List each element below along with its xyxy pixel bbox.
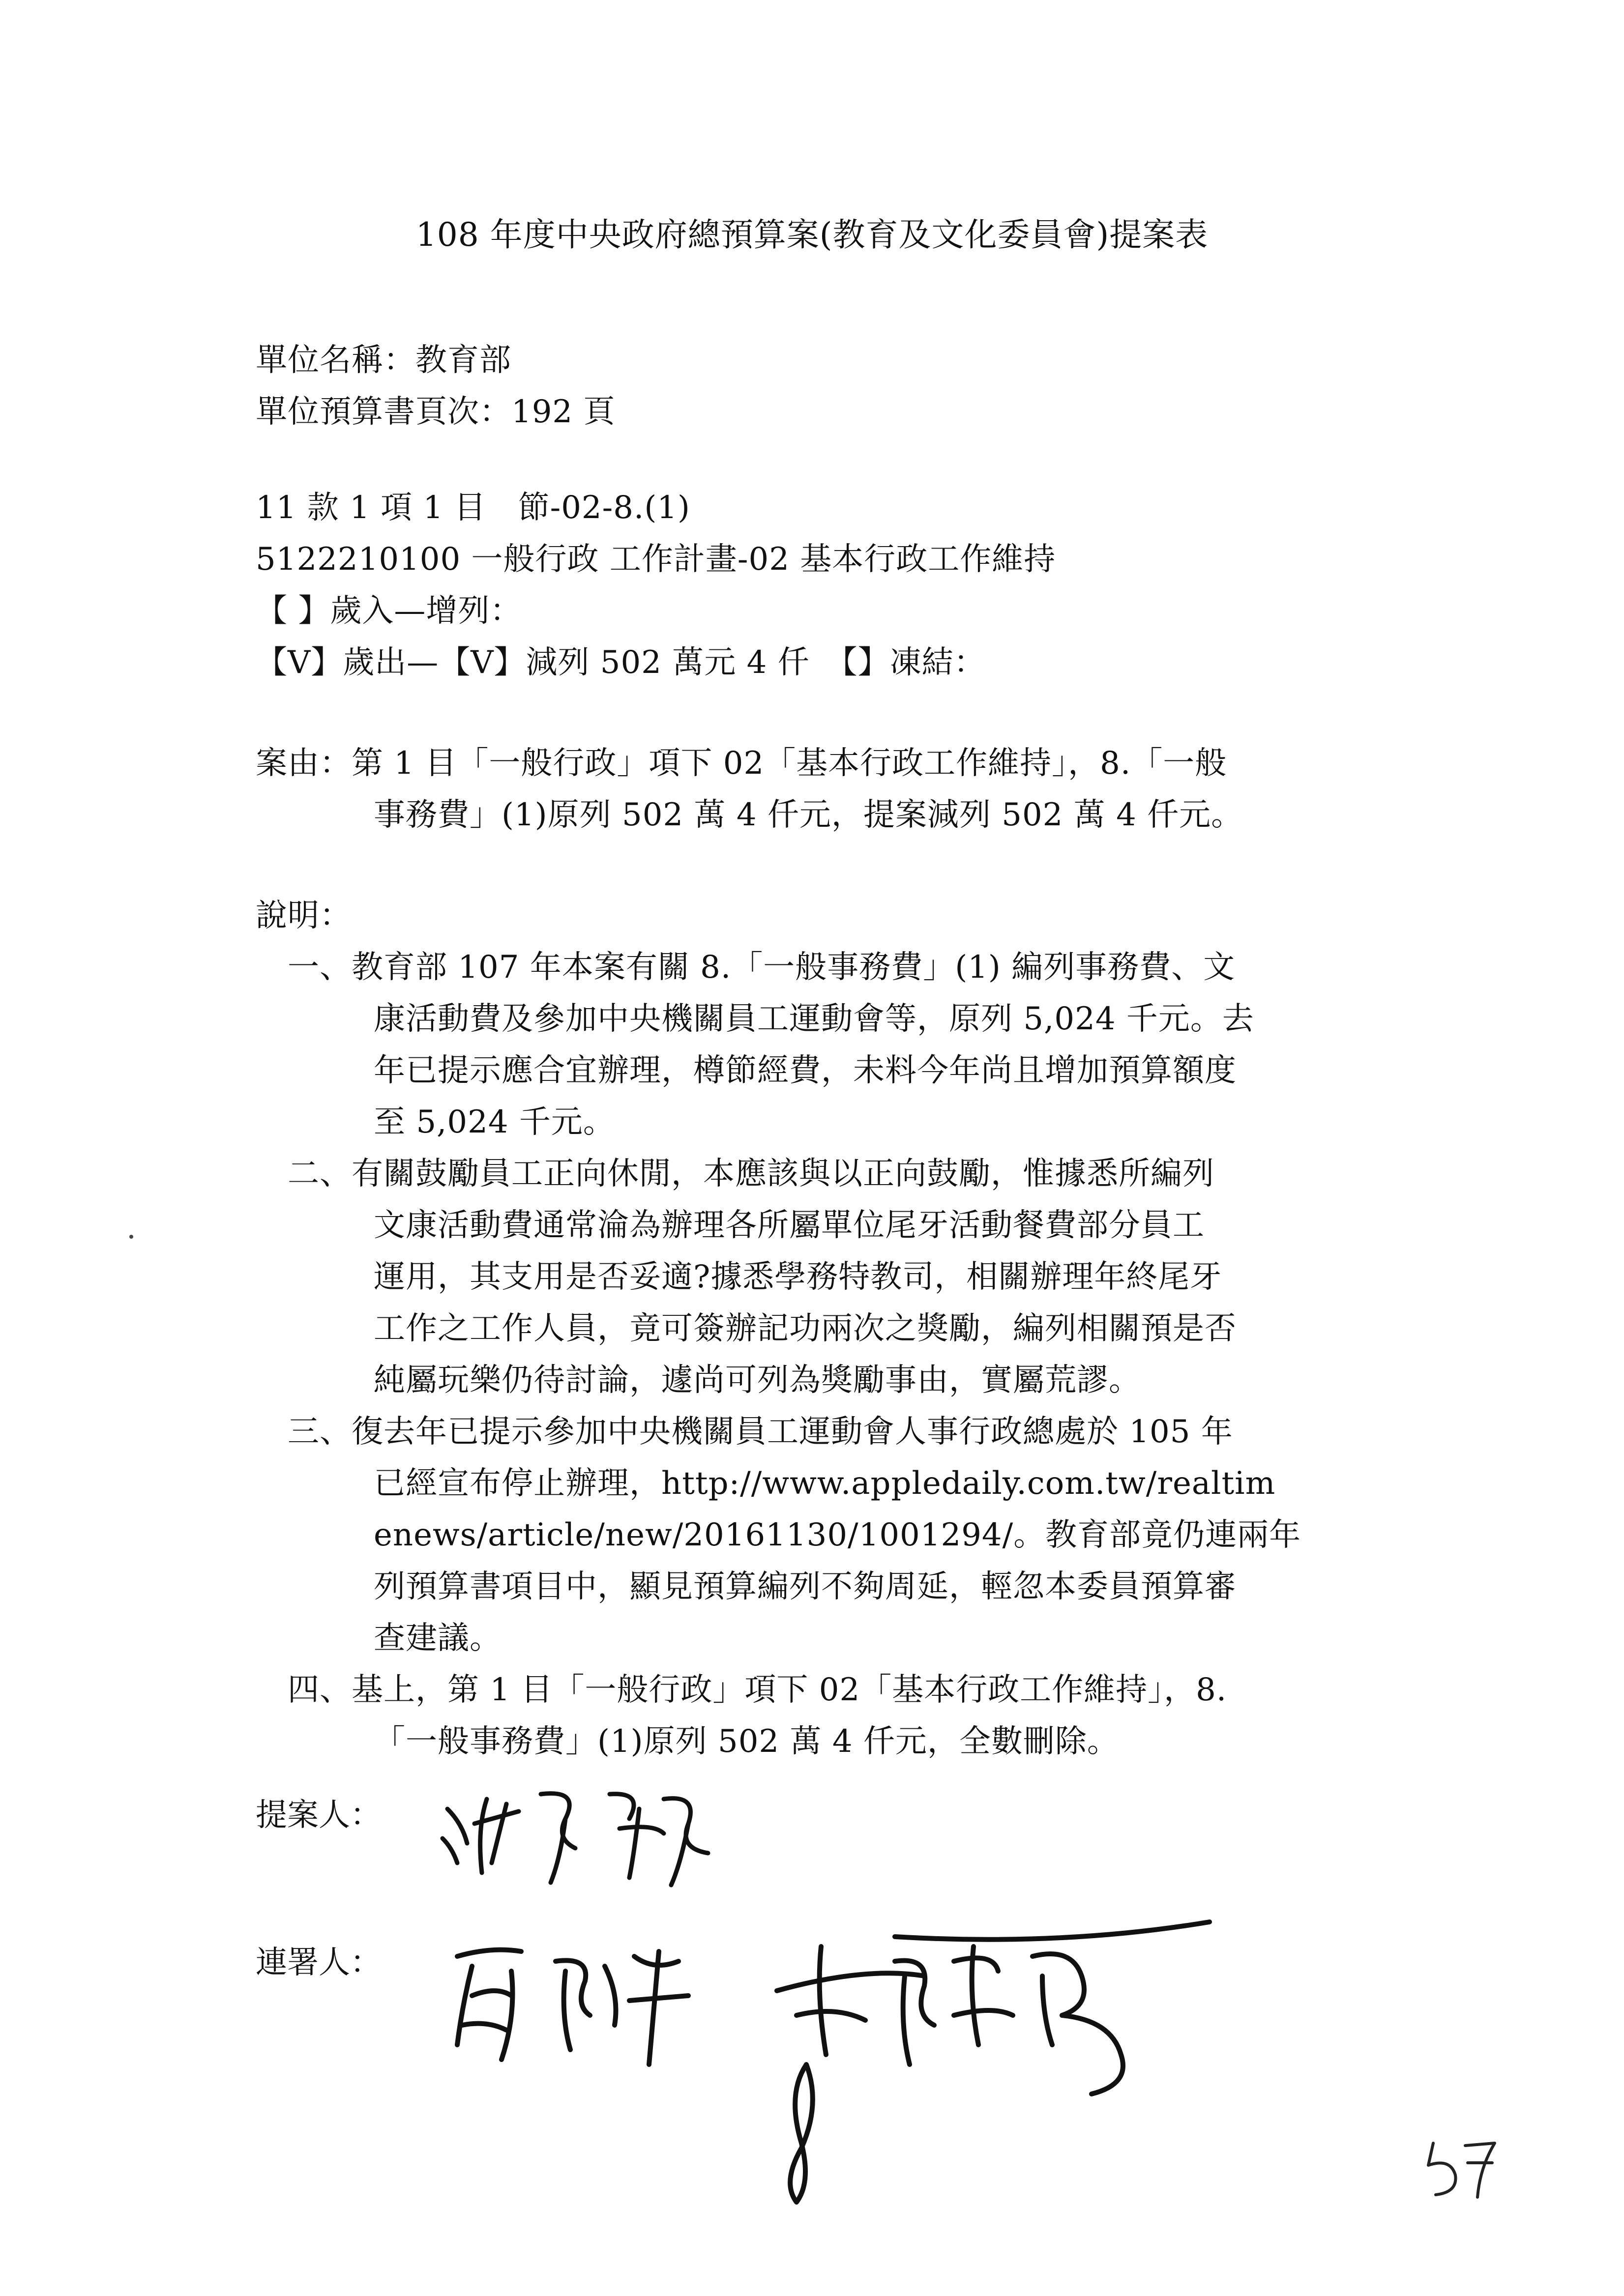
explanation-item-2-line-2: 文康活動費通常淪為辦理各所屬單位尾牙活動餐費部分員工 — [374, 1207, 1205, 1244]
explanation-item-1-line-4: 至 5,024 千元。 — [374, 1104, 615, 1140]
budget-page: 單位預算書頁次：192 頁 — [256, 394, 616, 430]
plan-line: 5122210100 一般行政 工作計畫-02 基本行政工作維持 — [256, 541, 1056, 578]
explanation-item-3-line-2: 已經宣布停止辦理，http://www.appledaily.com.tw/realtim — [374, 1465, 1276, 1502]
revenue-line: 【 】歲入—增列： — [256, 593, 522, 629]
explanation-item-4-line-2: 「一般事務費」(1)原列 502 萬 4 仟元，全數刪除。 — [374, 1723, 1119, 1760]
reason-line-2: 事務費」(1)原列 502 萬 4 仟元，提案減列 502 萬 4 仟元。 — [374, 797, 1243, 833]
explanation-item-3-line-1: 三、復去年已提示參加中央機關員工運動會人事行政總處於 105 年 — [288, 1414, 1233, 1450]
scan-speck — [129, 1235, 133, 1239]
cosigner-signature-2 — [767, 1917, 1239, 2212]
explanation-item-1-line-1: 一、教育部 107 年本案有關 8.「一般事務費」(1) 編列事務費、文 — [288, 949, 1236, 986]
proposer-signature — [433, 1765, 738, 1892]
explanation-item-1-line-3: 年已提示應合宜辦理，樽節經費，未料今年尚且增加預算額度 — [374, 1052, 1237, 1089]
explanation-label: 說明： — [256, 898, 352, 934]
explanation-item-3-line-4: 列預算書項目中，顯見預算編列不夠周延，輕忽本委員預算審 — [374, 1569, 1237, 1605]
explanation-item-1-line-2: 康活動費及參加中央機關員工運動會等，原列 5,024 千元。去 — [374, 1001, 1254, 1037]
explanation-item-2-line-1: 二、有關鼓勵員工正向休閒，本應該與以正向鼓勵，惟據悉所編列 — [288, 1156, 1214, 1192]
document-title: 108 年度中央政府總預算案(教育及文化委員會)提案表 — [415, 216, 1209, 254]
proposer-label: 提案人： — [256, 1797, 382, 1833]
reason-line-1: 案由：第 1 目「一般行政」項下 02「基本行政工作維持」，8.「一般 — [256, 745, 1227, 782]
cosigner-signature-1 — [443, 1927, 738, 2074]
section-code: 11 款 1 項 1 目 節-02-8.(1) — [256, 490, 690, 526]
cosigner-label: 連署人： — [256, 1945, 382, 1981]
explanation-item-2-line-5: 純屬玩樂仍待討論，遽尚可列為獎勵事由，實屬荒謬。 — [374, 1362, 1141, 1398]
explanation-item-3-line-3: enews/article/new/20161130/1001294/。教育部竟仍連兩年 — [374, 1517, 1301, 1553]
unit-name: 單位名稱：教育部 — [256, 342, 511, 378]
expense-line: 【V】歲出—【V】減列 502 萬元 4 仟 【】凍結： — [256, 644, 986, 681]
explanation-item-4-line-1: 四、基上，第 1 目「一般行政」項下 02「基本行政工作維持」，8. — [288, 1672, 1227, 1708]
explanation-item-3-line-5: 查建議。 — [374, 1620, 502, 1657]
explanation-item-2-line-4: 工作之工作人員，竟可簽辦記功兩次之獎勵，編列相關預是否 — [374, 1310, 1237, 1347]
explanation-item-2-line-3: 運用，其支用是否妥適?據悉學務特教司，相關辦理年終尾牙 — [374, 1259, 1222, 1295]
page-number-mark — [1421, 2128, 1505, 2204]
